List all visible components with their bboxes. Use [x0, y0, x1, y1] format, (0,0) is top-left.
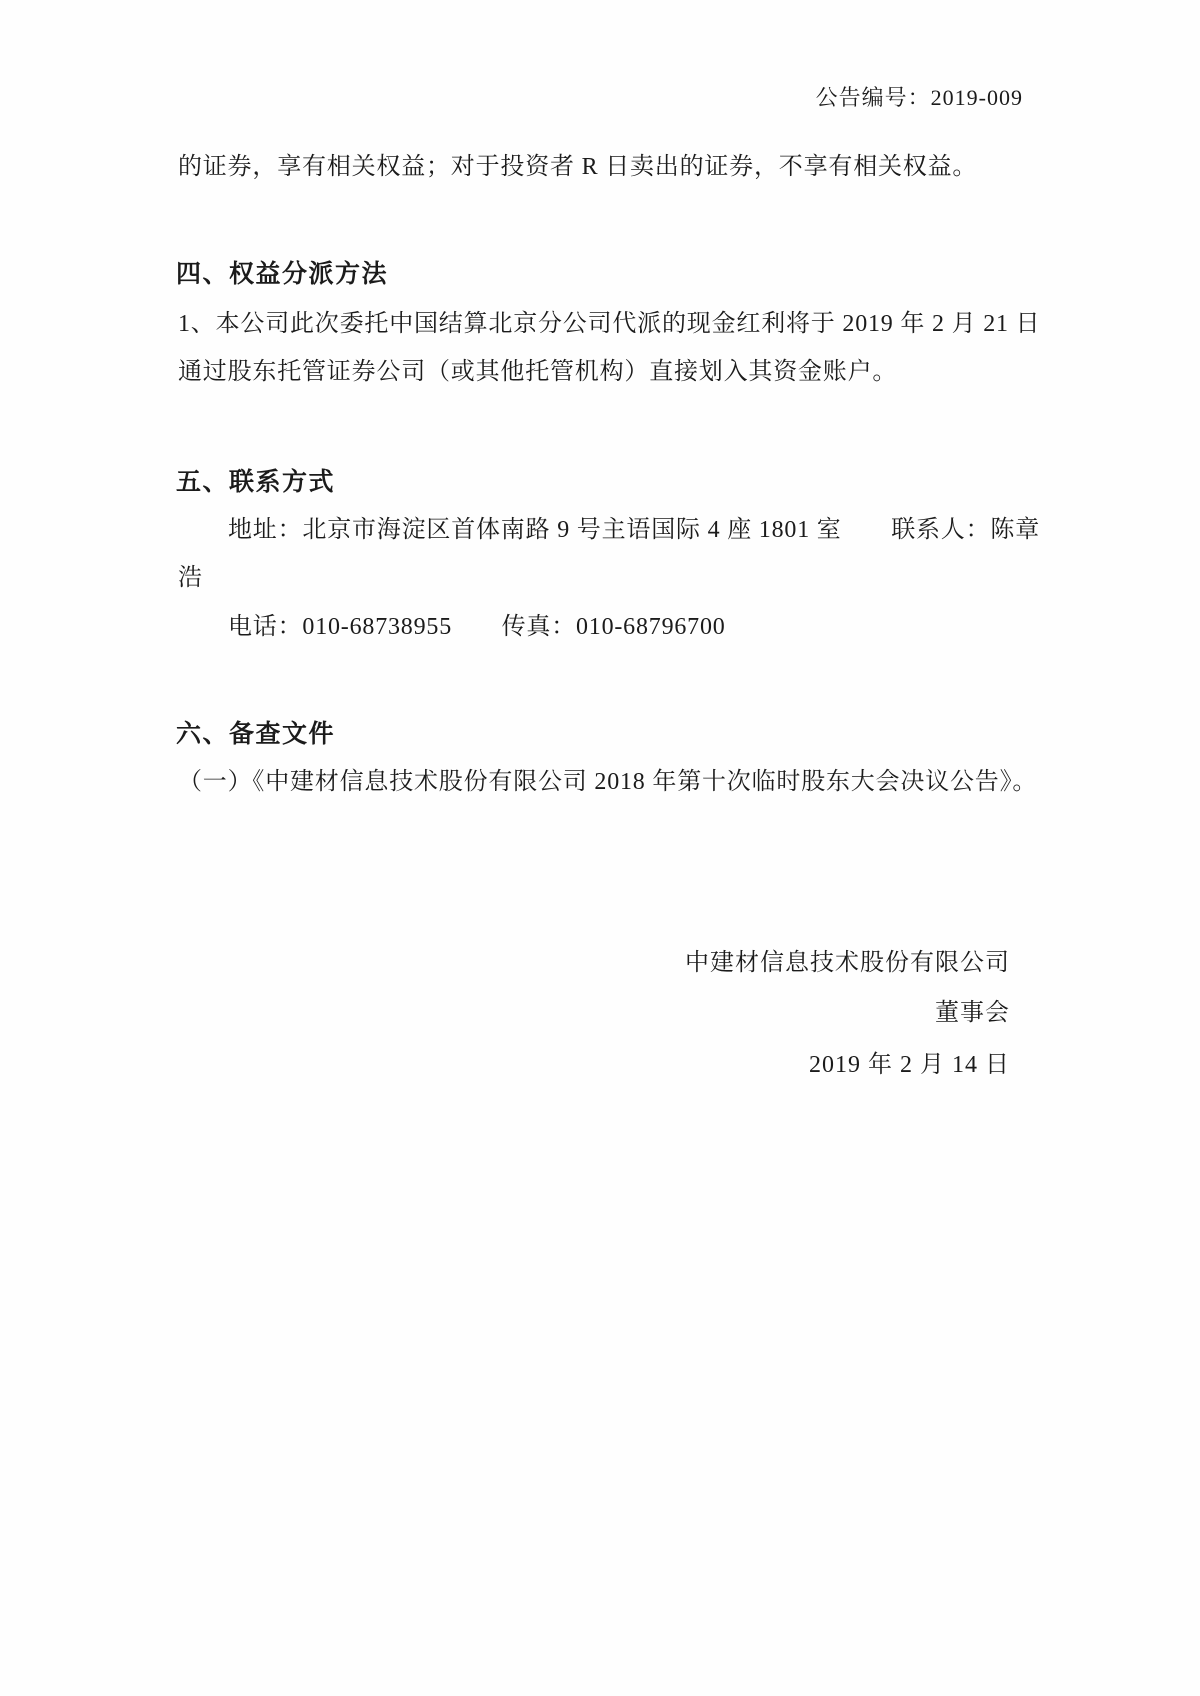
section-4-heading: 四、权益分派方法: [176, 261, 389, 288]
section-4-paragraph-line-1: 1、本公司此次委托中国结算北京分公司代派的现金红利将于 2019 年 2 月 21 日: [178, 311, 1041, 337]
contact-address-line: 地址：北京市海淀区首体南路 9 号主语国际 4 座 1801 室 联系人：陈章: [228, 517, 1040, 543]
announcement-number: 公告编号：2019-009: [815, 85, 1023, 110]
section-5-heading: 五、联系方式: [176, 469, 336, 496]
signature-board-of-directors: 董事会: [935, 1000, 1010, 1026]
contact-address-wrap-line: 浩: [178, 565, 203, 591]
section-4-paragraph-line-2: 通过股东托管证券公司（或其他托管机构）直接划入其资金账户。: [178, 359, 898, 385]
paragraph-continuation-line: 的证券，享有相关权益；对于投资者 R 日卖出的证券，不享有相关权益。: [178, 154, 978, 180]
signature-company-name: 中建材信息技术股份有限公司: [685, 950, 1010, 976]
contact-phone-fax-line: 电话：010-68738955 传真：010-68796700: [228, 614, 726, 640]
reference-document-line: （一）《中建材信息技术股份有限公司 2018 年第十次临时股东大会决议公告》。: [178, 769, 1038, 795]
signature-date: 2019 年 2 月 14 日: [809, 1052, 1010, 1078]
section-6-heading: 六、备查文件: [176, 721, 336, 748]
